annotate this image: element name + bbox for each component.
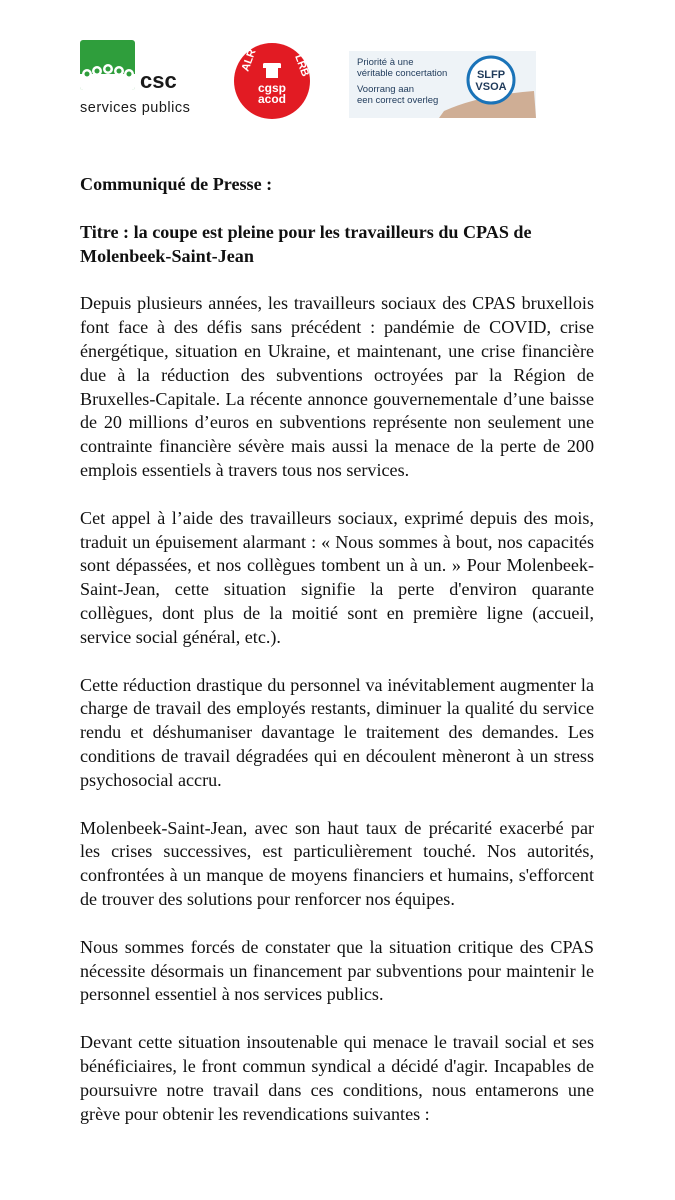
slfp-badge-bottom: VSOA — [475, 81, 507, 93]
acod-right-text: LRB — [292, 52, 311, 79]
slfp-line-3: Voorrang aan — [357, 84, 415, 95]
slfp-badge-top: SLFP — [476, 69, 506, 81]
slfp-line-4: een correct overleg — [357, 95, 439, 106]
csc-logo — [80, 40, 198, 120]
acod-left-text: ALR — [239, 47, 259, 74]
acod-cgsp-text: cgsp — [257, 81, 287, 95]
csc-people-icon — [80, 40, 135, 90]
document-title: Titre : la coupe est pleine pour les travailleurs du CPAS de Molenbeek-Saint-Jean — [80, 221, 532, 266]
csc-brand-text: csc — [140, 68, 177, 93]
paragraph-1: Depuis plusieurs années, les travailleurs sociaux des CPAS bruxellois font face à des défis sans précédent : pandémie de COVID, crise énergétique, situation en Ukraine, et maintenant, une crise financière due à la réduction des subventions octroyées par la Région de Bruxelles-Capitale. La récente annonce gouvernementale d’une baisse de 20 millions d’euros en subventions représente non seulement une contrainte financière sévère mais aussi la menace de la perte de 200 emplois essentiels à travers tous nos services. — [80, 293, 594, 480]
acod-acod-text: acod — [257, 92, 287, 106]
paragraph-3: Cette réduction drastique du personnel va inévitablement augmenter la charge de travail des employés restants, diminuer la qualité du service rendu et déshumaniser davantage le traitement des demandes. Les conditions de travail dégradées qui en découlent mèneront à un stress psychosocial accru. — [80, 674, 594, 790]
paragraph-4: Molenbeek-Saint-Jean, avec son haut taux de précarité exacerbé par les crises successives, est particulièrement touché. Nos autorités, confrontées à un manque de moyens financiers et humains, s'efforcent de trouver des solutions pour renforcer nos équipes. — [80, 817, 594, 909]
slfp-slogan — [357, 57, 447, 106]
csc-subtitle: services publics — [80, 100, 191, 116]
slfp-logo — [349, 51, 536, 118]
slfp-line-2: véritable concertation — [357, 68, 448, 79]
acod-logo — [233, 42, 311, 120]
paragraph-5: Nous sommes forcés de constater que la situation critique des CPAS nécessite désormais un financement par subventions pour maintenir le personnel essentiel à nos services publics. — [80, 936, 594, 1005]
press-release — [80, 173, 594, 1126]
paragraph-2: Cet appel à l’aide des travailleurs sociaux, exprimé depuis des mois, traduit un épuisement alarmant : « Nous sommes à bout, nos capacités sont dépassées, et nos collègues tombent un à un. » Pour Molenbeek-Saint-Jean, cette situation signifie la perte d'environ quarante collègues, dont plus de la moitié sont en première ligne (accueil, service social général, etc.). — [80, 507, 594, 647]
document-heading: Communiqué de Presse : — [80, 174, 273, 194]
slfp-line-1: Priorité à une — [357, 57, 414, 68]
paragraph-6: Devant cette situation insoutenable qui menace le travail social et ses bénéficiaires, le front commun syndical a décidé d'agir. Incapables de poursuivre notre travail dans ces conditions, nous entamerons une grève pour obtenir les revendications suivantes : — [80, 1032, 594, 1124]
